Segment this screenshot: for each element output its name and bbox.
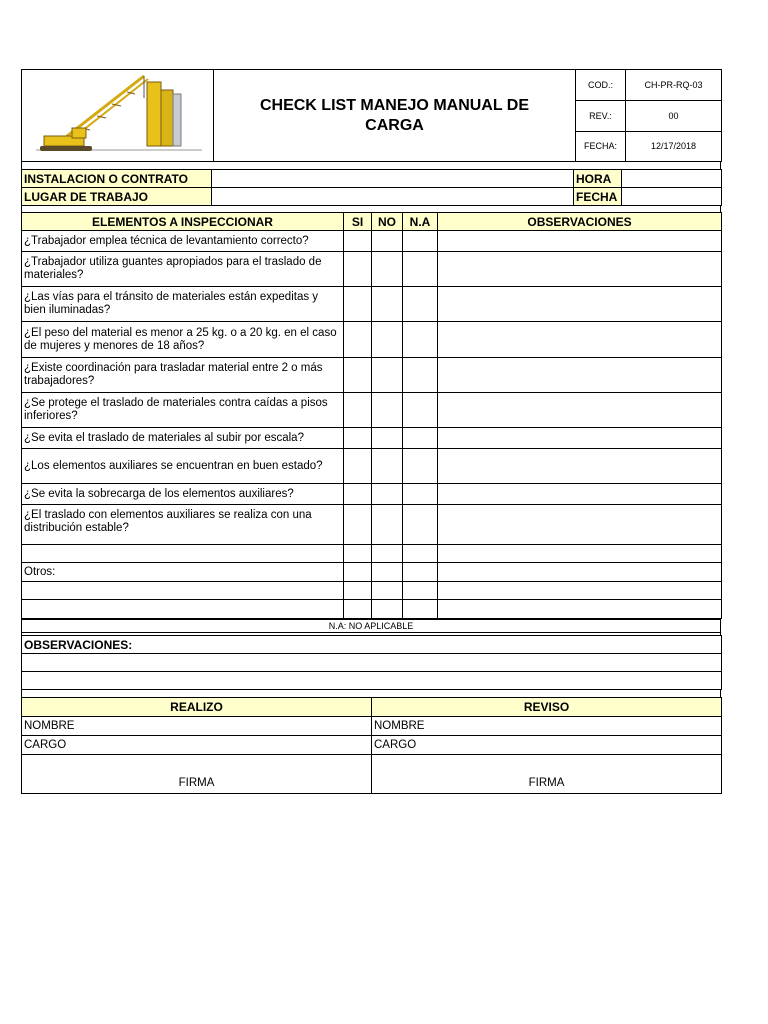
empty-row-cell[interactable] [22, 545, 344, 563]
no-cell[interactable] [372, 600, 403, 619]
obs-cell[interactable] [438, 252, 722, 287]
table-row [22, 393, 722, 428]
instalacion-label: INSTALACION O CONTRATO [22, 170, 212, 188]
nombre-label: NOMBRE [24, 720, 75, 732]
header-table [21, 69, 722, 162]
rev-value: 00 [626, 101, 722, 131]
no-cell[interactable] [372, 252, 403, 287]
table-row [22, 287, 722, 322]
signatures-table [21, 697, 722, 794]
item-text: ¿Las vías para el tránsito de materiales están expeditas y bien iluminadas? [22, 287, 344, 322]
hora-field[interactable] [622, 170, 722, 188]
si-cell[interactable] [344, 505, 372, 545]
table-row [22, 484, 722, 505]
observaciones-line[interactable] [22, 672, 722, 690]
table-row [22, 505, 722, 545]
na-cell[interactable] [403, 582, 438, 600]
item-text: ¿El peso del material es menor a 25 kg. o a 20 kg. en el caso de mujeres y menores de 18 años? [22, 322, 344, 358]
no-cell[interactable] [372, 582, 403, 600]
title-line-2: CARGA [365, 116, 424, 134]
no-cell[interactable] [372, 287, 403, 322]
fecha-field[interactable] [622, 188, 722, 206]
cargo-label: CARGO [24, 739, 67, 751]
fecha-value: 12/17/2018 [626, 131, 722, 161]
si-cell[interactable] [344, 582, 372, 600]
instalacion-field[interactable] [212, 170, 574, 188]
na-note-row [21, 619, 721, 633]
item-text: ¿Existe coordinación para trasladar material entre 2 o más trabajadores? [22, 358, 344, 393]
spacer [21, 162, 721, 169]
item-text: ¿Trabajador utiliza guantes apropiados para el traslado de materiales? [22, 252, 344, 287]
obs-cell[interactable] [438, 322, 722, 358]
si-cell[interactable] [344, 252, 372, 287]
si-cell[interactable] [344, 428, 372, 449]
si-cell[interactable] [344, 545, 372, 563]
si-cell[interactable] [344, 484, 372, 505]
na-cell[interactable] [403, 322, 438, 358]
obs-cell[interactable] [438, 428, 722, 449]
si-cell[interactable] [344, 358, 372, 393]
no-cell[interactable] [372, 358, 403, 393]
obs-cell[interactable] [438, 505, 722, 545]
no-cell[interactable] [372, 231, 403, 252]
otros-field[interactable] [22, 600, 344, 619]
no-cell[interactable] [372, 449, 403, 484]
item-text: ¿Los elementos auxiliares se encuentran en buen estado? [22, 449, 344, 484]
na-note: N.A: NO APLICABLE [328, 621, 414, 631]
reviso-header: REVISO [372, 698, 722, 717]
na-cell[interactable] [403, 600, 438, 619]
si-cell[interactable] [344, 231, 372, 252]
na-cell[interactable] [403, 449, 438, 484]
realizo-nombre-field[interactable] [22, 717, 372, 736]
cod-value: CH-PR-RQ-03 [626, 70, 722, 101]
table-row [22, 428, 722, 449]
lugar-label: LUGAR DE TRABAJO [22, 188, 212, 206]
reviso-firma-field[interactable] [372, 755, 722, 794]
obs-cell[interactable] [438, 449, 722, 484]
obs-cell[interactable] [438, 600, 722, 619]
no-cell[interactable] [372, 428, 403, 449]
firma-label: FIRMA [178, 777, 215, 789]
table-row [22, 545, 722, 563]
observaciones-line[interactable] [22, 654, 722, 672]
crane-logo [22, 70, 214, 162]
firma-label: FIRMA [528, 777, 565, 789]
reviso-nombre-field[interactable] [372, 717, 722, 736]
na-cell[interactable] [403, 428, 438, 449]
lugar-field[interactable] [212, 188, 574, 206]
document-title [214, 70, 576, 162]
realizo-cargo-field[interactable] [22, 736, 372, 755]
table-row [22, 231, 722, 252]
na-cell[interactable] [403, 252, 438, 287]
table-row [22, 252, 722, 287]
hora-label: HORA [574, 170, 622, 188]
cod-label: COD.: [576, 70, 626, 101]
checklist-sheet [21, 69, 721, 794]
obs-cell[interactable] [438, 582, 722, 600]
realizo-header: REALIZO [22, 698, 372, 717]
title-line-1: CHECK LIST MANEJO MANUAL DE [259, 96, 530, 114]
reviso-cargo-field[interactable] [372, 736, 722, 755]
no-cell[interactable] [372, 393, 403, 428]
info-table [21, 169, 722, 206]
na-cell[interactable] [403, 231, 438, 252]
realizo-firma-field[interactable] [22, 755, 372, 794]
item-text: ¿Se evita la sobrecarga de los elementos auxiliares? [22, 484, 344, 505]
na-cell[interactable] [403, 563, 438, 582]
fecha-info-label: FECHA [574, 188, 622, 206]
si-cell[interactable] [344, 449, 372, 484]
na-cell[interactable] [403, 484, 438, 505]
no-cell[interactable] [372, 484, 403, 505]
table-row [22, 449, 722, 484]
item-text: ¿Trabajador emplea técnica de levantamiento correcto? [22, 231, 344, 252]
table-row [22, 358, 722, 393]
item-text: ¿El traslado con elementos auxiliares se realiza con una distribución estable? [22, 505, 344, 545]
no-cell[interactable] [372, 545, 403, 563]
cargo-label: CARGO [374, 739, 417, 751]
si-cell[interactable] [344, 600, 372, 619]
no-cell[interactable] [372, 505, 403, 545]
table-row [22, 563, 722, 582]
checklist-table [21, 212, 722, 619]
otros-label: Otros: [22, 563, 344, 582]
obs-cell[interactable] [438, 545, 722, 563]
si-cell[interactable] [344, 287, 372, 322]
si-cell[interactable] [344, 322, 372, 358]
na-cell[interactable] [403, 505, 438, 545]
table-row [22, 322, 722, 358]
obs-cell[interactable] [438, 563, 722, 582]
obs-cell[interactable] [438, 287, 722, 322]
nombre-label: NOMBRE [374, 720, 425, 732]
spacer [21, 690, 721, 697]
observaciones-label: OBSERVACIONES: [22, 636, 722, 654]
na-cell[interactable] [403, 287, 438, 322]
observaciones-table [21, 635, 722, 690]
col-elementos: ELEMENTOS A INSPECCIONAR [22, 213, 344, 231]
col-si: SI [344, 213, 372, 231]
na-cell[interactable] [403, 545, 438, 563]
obs-cell[interactable] [438, 393, 722, 428]
obs-cell[interactable] [438, 358, 722, 393]
no-cell[interactable] [372, 322, 403, 358]
si-cell[interactable] [344, 563, 372, 582]
obs-cell[interactable] [438, 231, 722, 252]
table-row [22, 582, 722, 600]
si-cell[interactable] [344, 393, 372, 428]
na-cell[interactable] [403, 358, 438, 393]
col-no: NO [372, 213, 403, 231]
item-text: ¿Se evita el traslado de materiales al subir por escala? [22, 428, 344, 449]
no-cell[interactable] [372, 563, 403, 582]
item-text: ¿Se protege el traslado de materiales contra caídas a pisos inferiores? [22, 393, 344, 428]
obs-cell[interactable] [438, 484, 722, 505]
crane-icon [22, 70, 212, 156]
col-na: N.A [403, 213, 438, 231]
table-row [22, 600, 722, 619]
otros-field[interactable] [22, 582, 344, 600]
na-cell[interactable] [403, 393, 438, 428]
rev-label: REV.: [576, 101, 626, 131]
fecha-label: FECHA: [576, 131, 626, 161]
col-observaciones: OBSERVACIONES [438, 213, 722, 231]
